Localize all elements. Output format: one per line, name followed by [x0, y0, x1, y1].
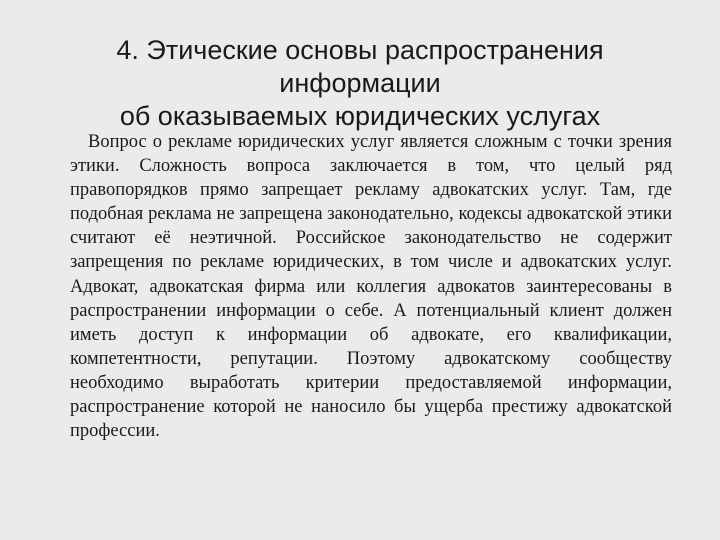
- slide-title-line-1: 4. Этические основы распространения информации: [116, 35, 604, 98]
- slide-title-line-2: об оказываемых юридических услугах: [119, 101, 601, 131]
- slide-body-paragraph: Вопрос о рекламе юридических услуг является сложным с точки зрения этики. Сложность вопроса заключается в том, что целый ряд правопорядков прямо запрещает рекламу адвокатских услуг. Там, где подобная реклама не запрещена законодательно, кодексы адвокатской этики считают её неэтичной. Российское законодательство не содержит запрещения по рекламе юридических, в том числе и адвокатских услуг. Адвокат, адвокатская фирма или коллегия адвокатов заинтересованы в распространении информации о себе. А потенциальный клиент должен иметь доступ к информации об адвокате, его квалификации, компетентности, репутации. Поэтому адвокатскому сообществу необходимо выработать критерии предоставляемой информации, распространение которой не наносило бы ущерба престижу адвокатской профессии.: [70, 132, 672, 442]
- slide-title: [36, 34, 684, 133]
